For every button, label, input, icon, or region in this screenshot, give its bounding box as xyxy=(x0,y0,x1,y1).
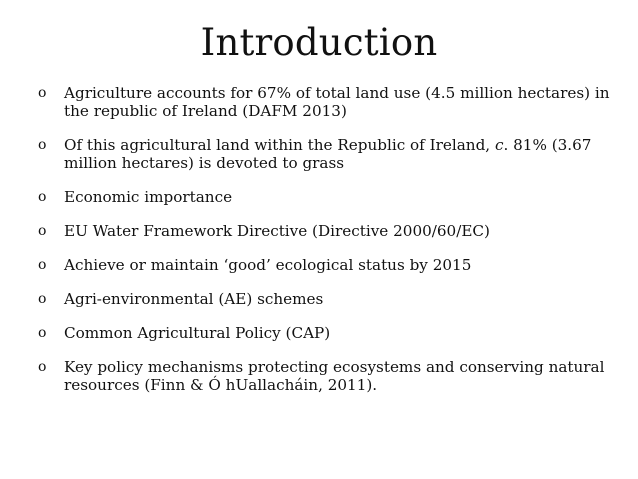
bullet-marker: o xyxy=(38,189,47,205)
bullet-item-grassland xyxy=(36,136,616,172)
bullet-item-ae-schemes xyxy=(36,290,616,308)
bullet-text: Achieve or maintain ‘good’ ecological status by 2015 xyxy=(64,256,472,274)
bullet-text-start: Of this agricultural land within the Republic of Ireland, xyxy=(64,136,495,154)
bullet-text: Key policy mechanisms protecting ecosystems and conserving natural resources (Finn & Ó hUallacháin, 2011). xyxy=(64,358,605,394)
bullet-marker: o xyxy=(38,359,47,375)
bullet-item-economic xyxy=(36,188,616,206)
bullet-marker: o xyxy=(38,137,47,153)
bullet-marker: o xyxy=(38,85,47,101)
bullet-list xyxy=(36,84,616,394)
bullet-marker: o xyxy=(38,325,47,341)
slide-title: Introduction xyxy=(200,21,438,64)
bullet-text: Agri-environmental (AE) schemes xyxy=(64,290,324,308)
bullet-text: Common Agricultural Policy (CAP) xyxy=(64,324,331,342)
bullet-item-wfd xyxy=(36,222,616,240)
bullet-text: Economic importance xyxy=(64,188,233,206)
bullet-marker: o xyxy=(38,291,47,307)
bullet-item-land-use xyxy=(36,84,616,120)
bullet-item-cap xyxy=(36,324,616,342)
bullet-item-policy xyxy=(36,358,616,394)
bullet-text: EU Water Framework Directive (Directive 2000/60/EC) xyxy=(64,222,490,240)
bullet-marker: o xyxy=(38,223,47,239)
bullet-text-circa: c xyxy=(494,136,504,154)
bullet-text-end: . 81% (3.67 million hectares) is devoted to grass xyxy=(64,136,592,172)
bullet-item-status xyxy=(36,256,616,274)
bullet-marker: o xyxy=(38,257,47,273)
bullet-text: Agriculture accounts for 67% of total land use (4.5 million hectares) in the republic of Ireland (DAFM 2013) xyxy=(64,84,610,120)
